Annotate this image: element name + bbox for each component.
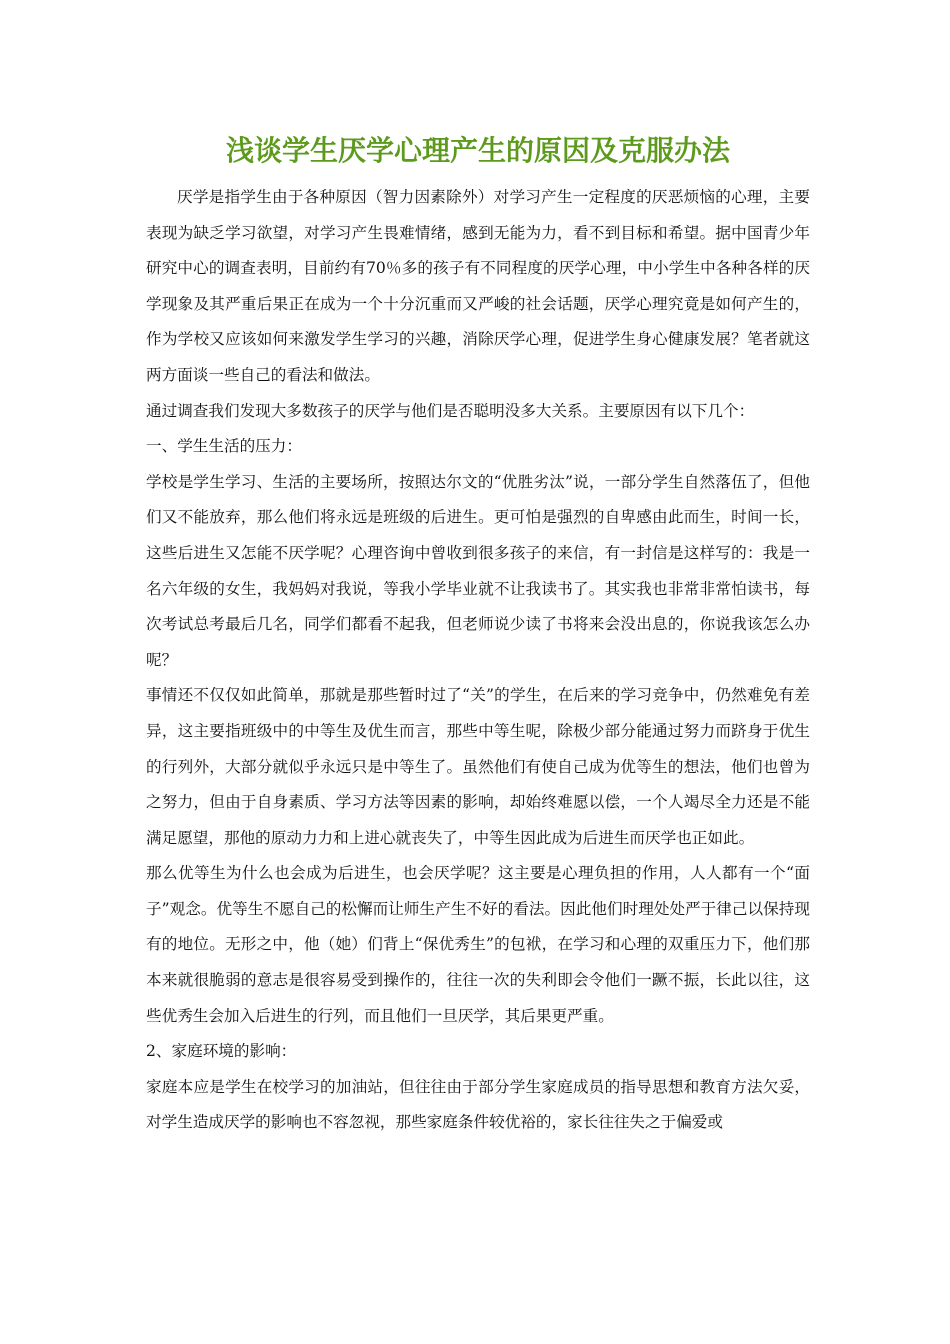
paragraph-intro: 厌学是指学生由于各种原因（智力因素除外）对学习产生一定程度的厌恶烦恼的心理，主要表现为缺乏学习欲望，对学习产生畏难情绪，感到无能为力，看不到目标和希望。据中国青少年研究中心的调查表明，目前约有70％多的孩子有不同程度的厌学心理，中小学生中各种各样的厌学现象及其严重后果正在成为一个十分沉重而又严峻的社会话题，厌学心理究竟是如何产生的，作为学校又应该如何来激发学生学习的兴趣，消除厌学心理，促进学生身心健康发展？笔者就这两方面谈一些自己的看法和做法。: [146, 188, 810, 384]
paragraph-survey: 通过调查我们发现大多数孩子的厌学与他们是否聪明没多大关系。主要原因有以下几个：: [146, 401, 755, 420]
document-title: 浅谈学生厌学心理产生的原因及克服办法: [225, 134, 730, 167]
paragraph-school: 学校是学生学习、生活的主要场所，按照达尔文的“优胜劣汰”说，一部分学生自然落伍了，但他们又不能放弃，那么他们将永远是班级的后进生。更可怕是强烈的自卑感由此而生，时间一长，这些后进生又怎能不厌学呢？心理咨询中曾收到很多孩子的来信，有一封信是这样写的：我是一名六年级的女生，我妈妈对我说，等我小学毕业就不让我读书了。其实我也非常非常怕读书，每次考试总考最后几名，同学们都看不起我，但老师说少读了书将来会没出息的，你说我该怎么办呢？: [146, 472, 810, 669]
section-heading-family: 2、家庭环境的影响：: [146, 1042, 297, 1061]
document-page: [146, 128, 810, 1141]
paragraph-family: 家庭本应是学生在校学习的加油站，但往往由于部分学生家庭成员的指导思想和教育方法欠妥，对学生造成厌学的影响也不容忽视，那些家庭条件较优裕的，家长往往失之于偏爱或: [146, 1077, 810, 1132]
paragraph-top-students: 那么优等生为什么也会成为后进生，也会厌学呢？这主要是心理负担的作用，人人都有一个“面子”观念。优等生不愿自己的松懈而让师生产生不好的看法。因此他们时理处处严于律己以保持现有的地位。无形之中，他（她）们背上“保优秀生”的包袱，在学习和心理的双重压力下，他们那本来就很脆弱的意志是很容易受到操作的，往往一次的失利即会令他们一蹶不振，长此以往，这些优秀生会加入后进生的行列，而且他们一旦厌学，其后果更严重。: [146, 864, 810, 1025]
section-heading-pressure: 一、学生生活的压力：: [146, 437, 302, 456]
paragraph-middle-students: 事情还不仅仅如此简单，那就是那些暂时过了“关”的学生，在后来的学习竞争中，仍然难免有差异，这主要指班级中的中等生及优生而言，那些中等生呢，除极少部分能通过努力而跻身于优生的行列外，大部分就似乎永远只是中等生了。虽然他们有使自己成为优等生的想法，他们也曾为之努力，但由于自身素质、学习方法等因素的影响，却始终难愿以偿，一个人竭尽全力还是不能满足愿望，那他的原动力力和上进心就丧失了，中等生因此成为后进生而厌学也正如此。: [146, 686, 810, 847]
